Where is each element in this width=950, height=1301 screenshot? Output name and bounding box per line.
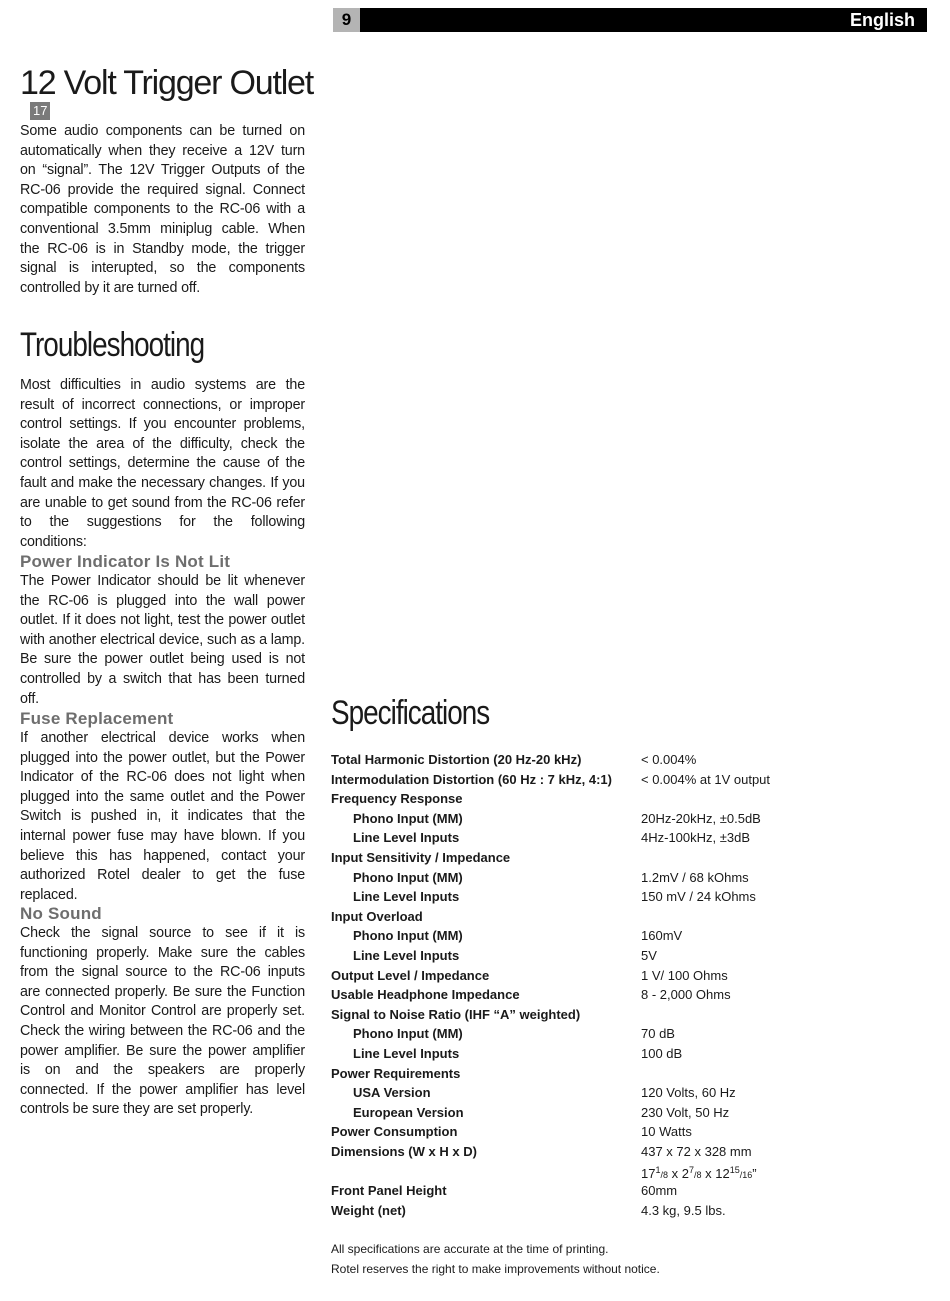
no-sound-title: No Sound <box>20 904 102 923</box>
spec-row <box>331 789 851 809</box>
dimension-part: / <box>739 1170 743 1181</box>
spec-label: Power Requirements <box>331 1065 461 1081</box>
spec-label: Line Level Inputs <box>353 947 460 963</box>
spec-row <box>331 1103 851 1123</box>
spec-value: 1 V/ 100 Ohms <box>641 967 728 983</box>
page-number: 9 <box>333 8 360 32</box>
spec-label: Frequency Response <box>331 791 463 807</box>
spec-label: Dimensions (W x H x D) <box>331 1143 477 1159</box>
spec-value: 8 - 2,000 Ohms <box>641 987 731 1003</box>
spec-value: < 0.004% at 1V output <box>641 771 771 787</box>
dimension-part: 15 <box>729 1165 740 1176</box>
spec-row <box>331 868 851 888</box>
spec-row <box>331 809 851 829</box>
troubleshooting-title: Troubleshooting <box>20 326 205 364</box>
power-indicator-body: The Power Indicator should be lit whenever the RC-06 is plugged into the wall power outlet. If it does not light, test the power outlet with another electrical device, such as a lamp. Be sure the power outlet being used is not controlled by a switch that has been turned off. <box>20 573 305 707</box>
spec-value: 150 mV / 24 kOhms <box>641 889 756 905</box>
dimension-part: 2 <box>681 1166 689 1182</box>
spec-label: Phono Input (MM) <box>353 1026 463 1042</box>
spec-value: 4Hz-100kHz, ±3dB <box>641 830 751 846</box>
no-sound-body: Check the signal source to see if it is functioning properly. Make sure the cables from the signal source to the RC-06 inputs are connected properly. Be sure the Function Control and Monitor Control are properly set. Check the wiring between the RC-06 and the power amplifier. Be sure the power amplifier is on and the speakers are properly connected. If the power amplifier has level controls be sure they are set properly. <box>20 925 305 1118</box>
specifications-footnote <box>331 1240 660 1279</box>
spec-row <box>331 750 851 770</box>
power-indicator-title: Power Indicator Is Not Lit <box>20 552 231 571</box>
spec-label: Line Level Inputs <box>353 830 460 846</box>
spec-label: Power Consumption <box>331 1124 458 1140</box>
spec-label: Total Harmonic Distortion (20 Hz-20 kHz) <box>331 752 582 767</box>
dimension-part: 1 <box>655 1165 661 1176</box>
spec-label: Input Sensitivity / Impedance <box>331 849 511 865</box>
spec-label: Output Level / Impedance <box>331 967 490 983</box>
spec-row <box>331 1005 851 1025</box>
spec-value: 70 dB <box>641 1026 675 1042</box>
dimension-part: 8 <box>663 1170 669 1181</box>
trigger-title: 12 Volt Trigger Outlet <box>20 64 313 102</box>
spec-row <box>331 1122 851 1142</box>
spec-label: Intermodulation Distortion (60 Hz : 7 kHz, 4:1) <box>331 771 612 787</box>
spec-label: Weight (net) <box>331 1202 406 1218</box>
fuse-replacement-title: Fuse Replacement <box>20 709 174 728</box>
spec-value: 100 dB <box>641 1045 683 1061</box>
dimension-part: 17 <box>641 1166 656 1182</box>
trigger-section-heading <box>20 60 313 124</box>
spec-value: 20Hz-20kHz, ±0.5dB <box>641 810 761 826</box>
dimension-part: 7 <box>688 1165 694 1176</box>
spec-value: 1.2mV / 68 kOhms <box>641 869 749 885</box>
spec-row <box>331 926 851 946</box>
specifications-table <box>331 750 851 1220</box>
dimension-part: 16 <box>742 1170 753 1181</box>
spec-value: < 0.004% <box>641 752 697 767</box>
spec-label: Line Level Inputs <box>353 889 460 905</box>
spec-label: Input Overload <box>331 908 423 924</box>
spec-value: 120 Volts, 60 Hz <box>641 1085 736 1101</box>
page-header-bar <box>333 8 927 32</box>
spec-label: Front Panel Height <box>331 1183 447 1199</box>
spec-label: Phono Input (MM) <box>353 928 463 944</box>
spec-row <box>331 985 851 1005</box>
dimension-part: ” <box>752 1166 757 1182</box>
spec-row <box>331 966 851 986</box>
spec-label: Signal to Noise Ratio (IHF “A” weighted) <box>331 1006 581 1022</box>
spec-row <box>331 770 851 790</box>
dimension-part: x <box>701 1166 716 1182</box>
language-label: English <box>849 10 915 30</box>
footnote-line-2: Rotel reserves the right to make improvements without notice. <box>331 1261 660 1276</box>
spec-row <box>331 1181 851 1201</box>
dimension-part: / <box>660 1170 663 1181</box>
spec-row <box>331 946 851 966</box>
spec-row <box>331 1064 851 1084</box>
spec-value: 10 Watts <box>641 1124 692 1140</box>
spec-row <box>331 1024 851 1044</box>
dimension-part: / <box>694 1170 697 1181</box>
spec-row <box>331 1142 851 1162</box>
spec-label: Line Level Inputs <box>353 1045 460 1061</box>
fuse-replacement-body: If another electrical device works when plugged into the power outlet, but the Power Indicator of the RC-06 does not light when plugged into the same outlet and the Power Switch is pushed in, it indicates that the internal power fuse may have blown. If you believe this has happened, contact your authorized Rotel dealer to get the fuse replaced. <box>20 730 305 903</box>
spec-row <box>331 887 851 907</box>
trigger-body: Some audio components can be turned on automatically when they receive a 12V turn on “signal”. The 12V Trigger Outputs of the RC-06 provide the required signal. Connect compatible components to the RC-06 with a conventional 3.5mm miniplug cable. When the RC-06 is in Standby mode, the trigger signal is interupted, so the components controlled by it are turned off. <box>20 123 305 296</box>
spec-value: 160mV <box>641 928 683 944</box>
dimension-part: x <box>668 1166 682 1182</box>
spec-row <box>331 828 851 848</box>
spec-label: Phono Input (MM) <box>353 810 463 826</box>
section-badge: 17 <box>30 102 50 120</box>
spec-value: 5V <box>641 947 657 963</box>
spec-row <box>331 907 851 927</box>
spec-label: USA Version <box>353 1085 431 1101</box>
spec-value: 230 Volt, 50 Hz <box>641 1104 730 1120</box>
spec-value: 437 x 72 x 328 mm <box>641 1143 752 1159</box>
spec-label: European Version <box>353 1104 464 1120</box>
spec-row <box>331 1083 851 1103</box>
dimension-part: 12 <box>715 1166 730 1182</box>
specifications-title: Specifications <box>331 694 490 732</box>
spec-value: 60mm <box>641 1183 678 1199</box>
troubleshooting-intro: Most difficulties in audio systems are the result of incorrect connections, or improper control settings. If you encounter problems, isolate the area of the difficulty, check the control settings, determine the cause of the fault and make the necessary changes. If you are unable to get sound from the RC-06 refer to the suggestions for the following conditions: <box>20 377 305 550</box>
spec-row <box>331 1161 851 1181</box>
spec-row <box>331 1201 851 1221</box>
spec-label: Usable Headphone Impedance <box>331 987 520 1003</box>
footnote-line-1: All specifications are accurate at the time of printing. <box>331 1242 609 1256</box>
spec-value: 4.3 kg, 9.5 lbs. <box>641 1202 726 1218</box>
spec-label: Phono Input (MM) <box>353 869 463 885</box>
spec-row <box>331 1044 851 1064</box>
spec-row <box>331 848 851 868</box>
dimension-part: 8 <box>696 1170 702 1181</box>
